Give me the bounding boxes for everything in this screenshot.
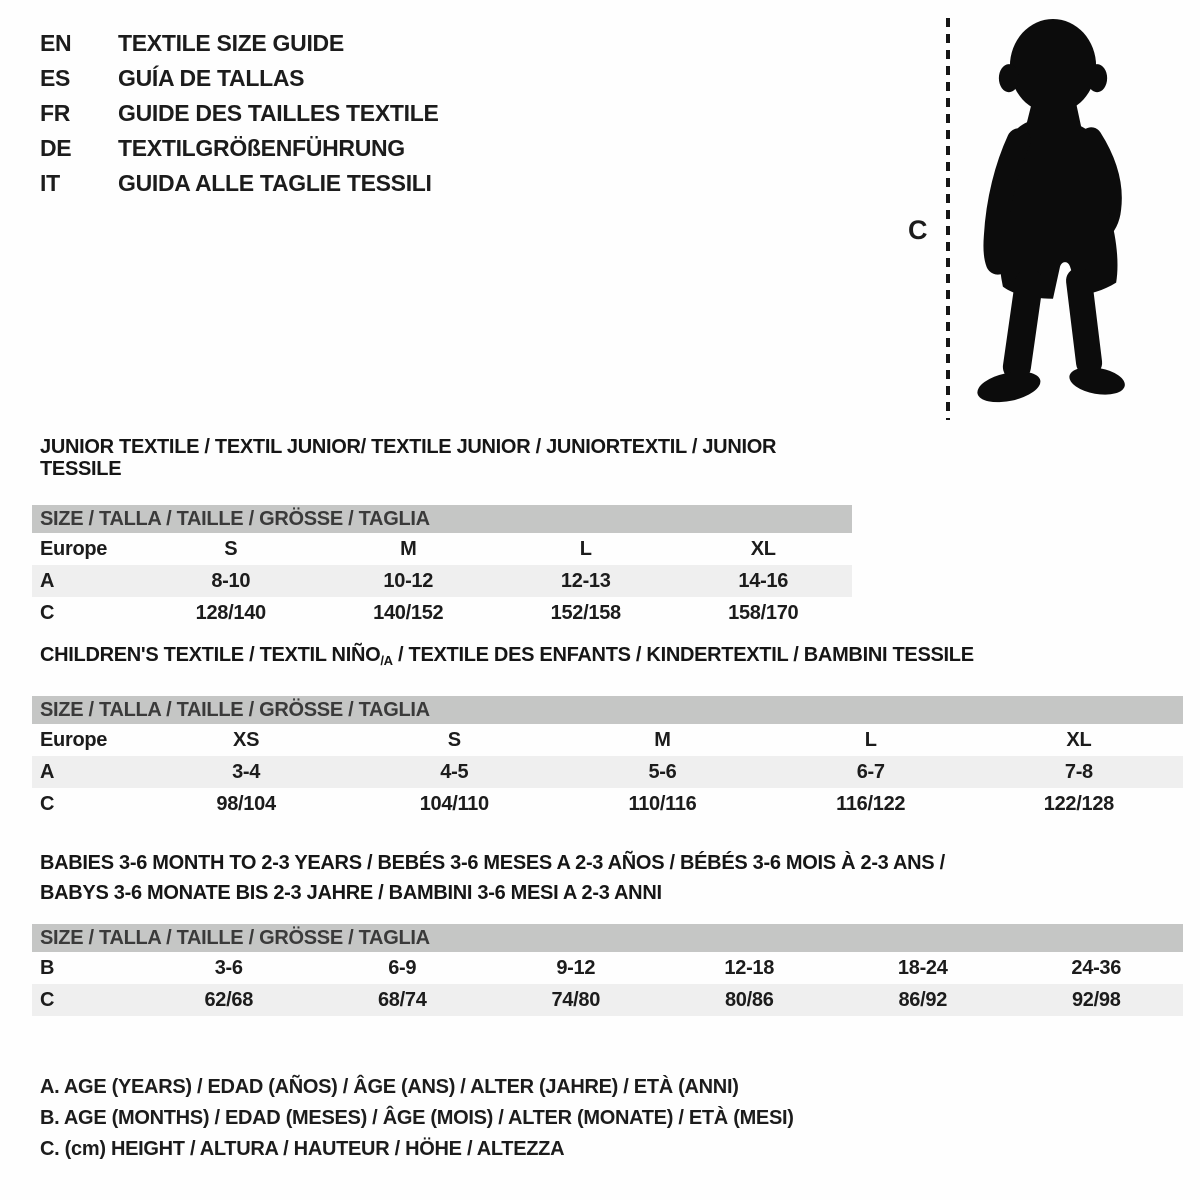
row-label: A (40, 569, 55, 592)
size-cell: M (654, 728, 671, 751)
section-title-block (32, 644, 1183, 672)
size-cell: 12-13 (560, 569, 611, 592)
size-cell: XS (233, 728, 260, 751)
size-cell: S (447, 728, 461, 751)
language-list (40, 26, 439, 201)
size-cell: S (224, 537, 238, 560)
section-title-block (32, 436, 852, 480)
size-cell: 9-12 (556, 956, 596, 979)
row-label: A (40, 760, 55, 783)
title-subscript: /A (380, 653, 393, 668)
language-title: GUIDA ALLE TAGLIE TESSILI (118, 170, 432, 196)
table-row (32, 565, 852, 597)
size-section-junior (32, 436, 852, 629)
size-cell: 152/158 (550, 601, 621, 624)
size-cell: 7-8 (1064, 760, 1093, 783)
table-row (32, 788, 1183, 820)
language-row (40, 131, 439, 166)
legend-note: C. (cm) HEIGHT / ALTURA / HAUTEUR / HÖHE / ALTEZZA (40, 1138, 565, 1160)
row-label: C (40, 988, 55, 1011)
size-cell: 4-5 (440, 760, 469, 783)
size-cell: 8-10 (211, 569, 251, 592)
language-code: EN (40, 30, 72, 56)
size-cell: XL (1066, 728, 1092, 751)
size-cell: 3-4 (232, 760, 261, 783)
size-cell: 110/116 (628, 792, 697, 815)
legend-note: A. AGE (YEARS) / EDAD (AÑOS) / ÂGE (ANS) / ALTER (JAHRE) / ETÀ (ANNI) (40, 1076, 739, 1098)
section-title-block (32, 848, 1183, 908)
language-code: FR (40, 100, 71, 126)
size-cell: 6-7 (856, 760, 885, 783)
size-cell: 92/98 (1071, 988, 1121, 1011)
size-section-children (32, 644, 1183, 820)
table-row (32, 984, 1183, 1016)
size-header-bar: SIZE / TALLA / TAILLE / GRÖSSE / TAGLIA (32, 696, 1183, 724)
row-label: C (40, 601, 55, 624)
title-text: BABIES 3-6 MONTH TO 2-3 YEARS / BEBÉS 3-6 MESES A 2-3 AÑOS / BÉBÉS 3-6 MOIS À 2-3 ANS / (40, 852, 945, 874)
table-row (32, 756, 1183, 788)
size-cell: 5-6 (648, 760, 677, 783)
language-title: GUIDE DES TAILLES TEXTILE (118, 100, 439, 126)
size-cell: 86/92 (898, 988, 948, 1011)
size-cell: 128/140 (195, 601, 266, 624)
language-row (40, 166, 439, 201)
legend-note: B. AGE (MONTHS) / EDAD (MESES) / ÂGE (MOIS) / ALTER (MONATE) / ETÀ (MESI) (40, 1107, 794, 1129)
language-title: TEXTILGRÖßENFÜHRUNG (118, 135, 405, 161)
size-cell: 80/86 (724, 988, 774, 1011)
size-cell: 6-9 (388, 956, 417, 979)
language-row (40, 61, 439, 96)
language-title: TEXTILE SIZE GUIDE (118, 30, 344, 56)
table-row (32, 952, 1183, 984)
size-cell: 158/170 (728, 601, 799, 624)
row-label: Europe (40, 537, 108, 560)
size-cell: M (400, 537, 417, 560)
baby-figure (900, 12, 1152, 424)
height-measure-dashed-line (946, 18, 950, 420)
section-title (32, 644, 1183, 672)
language-code: DE (40, 135, 72, 161)
size-cell: 140/152 (373, 601, 444, 624)
section-title (32, 848, 1183, 878)
size-header-bar: SIZE / TALLA / TAILLE / GRÖSSE / TAGLIA (32, 924, 1183, 952)
size-cell: 68/74 (377, 988, 427, 1011)
baby-silhouette-icon (964, 14, 1140, 420)
size-cell: 116/122 (836, 792, 906, 815)
size-cell: 14-16 (738, 569, 789, 592)
size-header-bar: SIZE / TALLA / TAILLE / GRÖSSE / TAGLIA (32, 505, 852, 533)
section-title (32, 436, 852, 480)
size-cell: 24-36 (1071, 956, 1122, 979)
row-label: C (40, 792, 55, 815)
size-table (32, 724, 1183, 820)
title-text: BABYS 3-6 MONATE BIS 2-3 JAHRE / BAMBINI 3-6 MESI A 2-3 ANNI (40, 882, 662, 904)
size-cell: L (864, 728, 877, 751)
size-cell: 74/80 (551, 988, 601, 1011)
size-table (32, 533, 852, 629)
language-row (40, 96, 439, 131)
size-cell: XL (750, 537, 776, 560)
size-cell: 12-18 (724, 956, 775, 979)
size-cell: 3-6 (214, 956, 243, 979)
row-label: Europe (40, 728, 108, 751)
row-label: B (40, 956, 55, 979)
legend-notes (40, 1072, 794, 1165)
size-cell: 98/104 (216, 792, 276, 815)
size-table (32, 952, 1183, 1016)
language-title: GUÍA DE TALLAS (118, 65, 305, 91)
language-row (40, 26, 439, 61)
section-title (32, 878, 1183, 908)
title-text: JUNIOR TEXTILE / TEXTIL JUNIOR/ TEXTILE JUNIOR / JUNIORTEXTIL / JUNIOR TESSILE (40, 436, 777, 480)
size-cell: L (579, 537, 592, 560)
language-code: IT (40, 170, 60, 196)
size-cell: 10-12 (383, 569, 434, 592)
height-measure-label: C (908, 215, 928, 245)
table-row (32, 533, 852, 565)
table-row (32, 597, 852, 629)
table-row (32, 724, 1183, 756)
title-text: / TEXTILE DES ENFANTS / KINDERTEXTIL / BAMBINI TESSILE (392, 644, 974, 666)
size-cell: 62/68 (204, 988, 254, 1011)
size-cell: 18-24 (897, 956, 948, 979)
size-section-babies (32, 848, 1183, 1016)
title-text: CHILDREN'S TEXTILE / TEXTIL NIÑO (40, 644, 381, 666)
language-code: ES (40, 65, 71, 91)
size-cell: 122/128 (1043, 792, 1114, 815)
size-cell: 104/110 (419, 792, 489, 815)
